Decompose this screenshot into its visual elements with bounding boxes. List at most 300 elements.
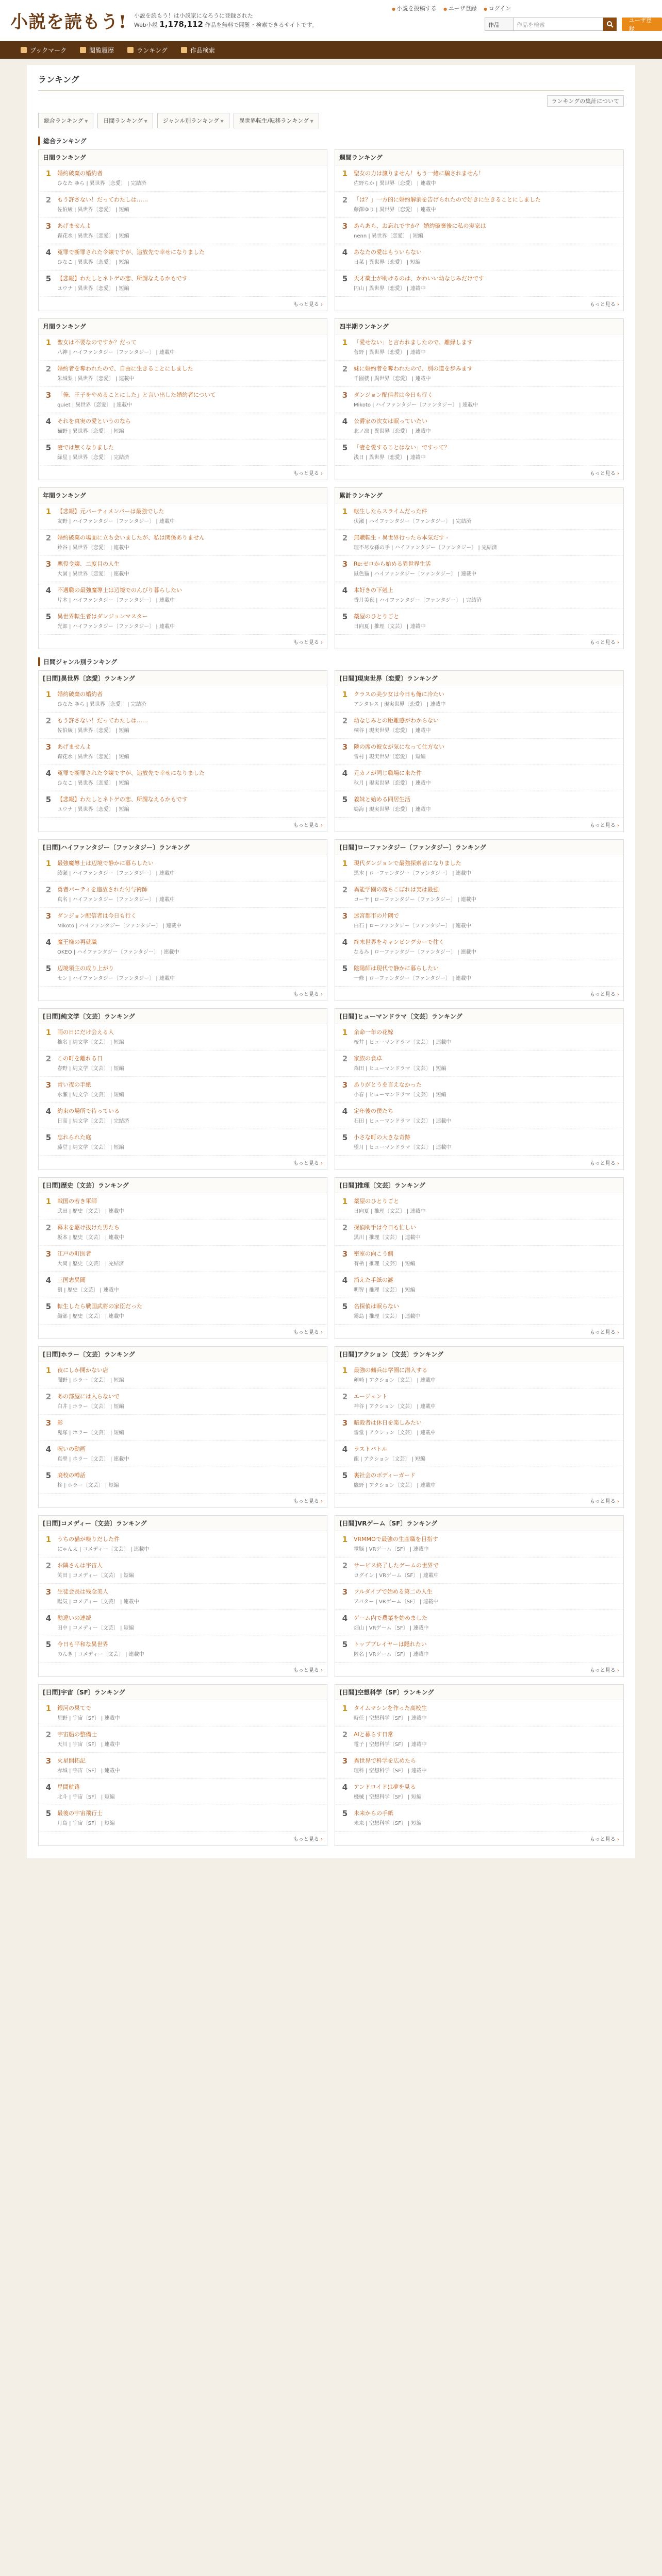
nav-history[interactable]: 閲覧履歴: [80, 46, 114, 55]
work-title-link[interactable]: 未来からの手紙: [354, 1810, 393, 1817]
ranking-box: [38, 1177, 327, 1339]
ranking-box: [335, 1177, 624, 1339]
work-title-link[interactable]: トッププレイヤーは隠れたい: [354, 1641, 427, 1648]
rank-number: 3: [342, 742, 348, 752]
work-title-link[interactable]: 「妻を愛することはない」ですって？: [354, 444, 450, 451]
ranking-item: [335, 556, 623, 582]
more-link[interactable]: もっと見る ›: [39, 1663, 327, 1676]
ranking-item: [335, 1024, 623, 1050]
work-meta: 北ノ凛 | 異世界〔恋愛〕 | 連載中: [354, 429, 431, 434]
ranking-item: [39, 1531, 327, 1557]
filter-daily[interactable]: 日間ランキング ▼: [97, 113, 153, 128]
rank-number: 2: [45, 364, 52, 374]
work-title-link[interactable]: 聖女は不要なのですか？だって: [57, 339, 137, 346]
filter-isekai[interactable]: 異世界転生/転移ランキング ▼: [234, 113, 319, 128]
search-type-select[interactable]: 作品: [485, 18, 514, 31]
rank-number: 1: [45, 507, 52, 516]
more-link[interactable]: もっと見る ›: [335, 987, 623, 1001]
ranking-item: [39, 1557, 327, 1584]
rank-number: 5: [342, 964, 348, 973]
work-title-link[interactable]: 婚約破棄の婚約者: [57, 170, 103, 177]
work-title-link[interactable]: 火星開拓記: [57, 1757, 86, 1764]
nav-search[interactable]: 作品検索: [181, 46, 215, 55]
work-meta: 黒木 | ローファンタジー〔ファンタジー〕 | 連載中: [354, 871, 471, 876]
work-title-link[interactable]: あの部屋には入らないで: [57, 1393, 120, 1400]
rank-number: 5: [45, 1471, 52, 1480]
work-meta: 浅日 | 異世界〔恋愛〕 | 連載中: [354, 455, 426, 461]
work-meta: 天川 | 宇宙〔SF〕 | 連載中: [57, 1742, 120, 1748]
work-meta: 鷹野 | アクション〔文芸〕 | 連載中: [354, 1483, 436, 1488]
ranking-box-title: [日間]純文学〔文芸〕ランキング: [39, 1009, 327, 1024]
work-meta: ひなこ | 異世界〔恋愛〕 | 短編: [57, 260, 129, 265]
work-title-link[interactable]: 妻では無くなりました: [57, 444, 114, 451]
more-link[interactable]: もっと見る ›: [335, 1325, 623, 1338]
work-meta: 友野 | ハイファンタジー〔ファンタジー〕 | 連載中: [57, 519, 175, 524]
work-meta: 朱城梨 | 異世界〔恋愛〕 | 連載中: [57, 376, 135, 382]
ranking-item: [39, 1050, 327, 1077]
rank-number: 4: [342, 1445, 348, 1454]
work-meta: 菅野 | 異世界〔恋愛〕 | 連載中: [354, 350, 426, 355]
work-title-link[interactable]: 名探偵は眠らない: [354, 1303, 399, 1310]
work-title-link[interactable]: 探偵助手は今日も忙しい: [354, 1224, 416, 1231]
section-heading: 日間ジャンル別ランキング: [38, 657, 624, 666]
work-title-link[interactable]: 天才薬士が助けるのは、かわいい幼なじみだけです: [354, 275, 484, 282]
more-link[interactable]: もっと見る ›: [39, 297, 327, 311]
ranking-item: [335, 387, 623, 413]
more-link[interactable]: もっと見る ›: [39, 987, 327, 1001]
ranking-item: [335, 334, 623, 361]
work-title-link[interactable]: 戦国の若き軍師: [57, 1198, 97, 1205]
work-title-link[interactable]: 辺境領主の成り上がり: [57, 965, 114, 972]
ranking-item: [335, 855, 623, 882]
ranking-item: [335, 1636, 623, 1663]
work-title-link[interactable]: エージェント: [354, 1393, 388, 1400]
work-title-link[interactable]: 婚約破棄の婚約者: [57, 691, 103, 698]
work-meta: 織部 | 歴史〔文芸〕 | 連載中: [57, 1314, 124, 1319]
rank-number: 2: [45, 1054, 52, 1063]
rank-number: 5: [45, 1133, 52, 1142]
ranking-item: [335, 1467, 623, 1494]
rank-number: 2: [45, 1561, 52, 1570]
top-link[interactable]: ● ユーザ登録: [443, 5, 477, 12]
rank-number: 5: [342, 1471, 348, 1480]
ranking-item: [39, 1779, 327, 1805]
work-meta: 森花水 | 異世界〔恋愛〕 | 短編: [57, 754, 129, 760]
work-title-link[interactable]: 勘違いの連続: [57, 1615, 91, 1621]
work-meta: 有栖 | 推理〔文芸〕 | 短編: [354, 1261, 416, 1267]
rank-number: 4: [45, 248, 52, 257]
work-meta: 藤堂 | 純文学〔文芸〕 | 短編: [57, 1145, 124, 1150]
ranking-box-title: [日間]ローファンタジー〔ファンタジー〕ランキング: [335, 840, 623, 855]
work-meta: 電脳 | VRゲーム〔SF〕 | 連載中: [354, 1547, 429, 1552]
rank-number: 1: [342, 338, 348, 347]
ranking-box-title: [日間]推理〔文芸〕ランキング: [335, 1178, 623, 1193]
ranking-item: [39, 1636, 327, 1663]
work-title-link[interactable]: 三国志異聞: [57, 1277, 86, 1283]
rank-number: 4: [45, 938, 52, 947]
more-link[interactable]: もっと見る ›: [39, 818, 327, 832]
work-title-link[interactable]: 転生したら戦国武将の家臣だった: [57, 1303, 142, 1310]
ranking-item: [39, 686, 327, 713]
rank-number: 1: [45, 169, 52, 178]
rank-number: 2: [45, 195, 52, 205]
work-title-link[interactable]: 公爵家の次女は眠っていたい: [354, 418, 427, 425]
work-meta: 春野 | 純文学〔文芸〕 | 短編: [57, 1066, 124, 1072]
rank-number: 3: [45, 560, 52, 569]
ranking-box: [38, 487, 327, 649]
ranking-item: [39, 1584, 327, 1610]
more-link[interactable]: もっと見る ›: [39, 1325, 327, 1338]
work-meta: 桐谷 | 現実世界〔恋愛〕 | 連載中: [354, 728, 431, 734]
work-title-link[interactable]: お隣さんは宇宙人: [57, 1562, 103, 1569]
work-title-link[interactable]: 勇者パーティを追放された付与術師: [57, 886, 148, 893]
work-title-link[interactable]: 星間航路: [57, 1784, 80, 1790]
rank-number: 2: [45, 716, 52, 725]
work-title-link[interactable]: 最強魔導士は辺境で静かに暮らしたい: [57, 860, 154, 867]
work-meta: 電子 | 空想科学〔SF〕 | 連載中: [354, 1742, 427, 1748]
ranking-item: [39, 739, 327, 765]
work-title-link[interactable]: 家族の食卓: [354, 1055, 382, 1062]
work-title-link[interactable]: 夜にしか開かない店: [57, 1367, 108, 1374]
rank-number: 1: [342, 1366, 348, 1375]
work-title-link[interactable]: 妹に婚約者を奪われたので、別の道を歩みます: [354, 365, 473, 372]
work-meta: 白石 | ローファンタジー〔ファンタジー〕 | 連載中: [354, 923, 471, 929]
ranking-box: [335, 1346, 624, 1508]
ranking-item: [335, 1298, 623, 1325]
site-header: [0, 0, 662, 41]
ranking-item: [335, 165, 623, 192]
rank-number: 3: [45, 222, 52, 231]
ranking-box-title: 週間ランキング: [335, 150, 623, 165]
rank-number: 3: [342, 391, 348, 400]
rank-number: 4: [45, 417, 52, 426]
work-meta: 龍 | アクション〔文芸〕 | 短編: [354, 1456, 425, 1462]
work-title-link[interactable]: 【悲報】わたしとネトゲの恋、所謂なえるかもです: [57, 275, 188, 282]
ranking-item: [39, 1753, 327, 1779]
top-link[interactable]: ● ログイン: [484, 5, 511, 12]
nav-bookmark[interactable]: ブックマーク: [21, 46, 67, 55]
work-meta: nenn | 異世界〔恋愛〕 | 短編: [354, 233, 423, 239]
work-meta: 日菜 | 異世界〔恋愛〕 | 短編: [354, 260, 421, 265]
work-title-link[interactable]: 影: [57, 1419, 63, 1426]
work-title-link[interactable]: あらあら、お忘れですか？ 婚約破棄後に私の実家は: [354, 223, 486, 229]
ranking-item: [39, 934, 327, 960]
rank-number: 3: [342, 1080, 348, 1090]
ranking-item: [39, 765, 327, 791]
work-title-link[interactable]: 異世界転生者はダンジョンマスター: [57, 613, 148, 620]
work-title-link[interactable]: 魔王様の再就職: [57, 939, 97, 945]
ranking-box-title: [日間]歴史〔文芸〕ランキング: [39, 1178, 327, 1193]
work-meta: ひなた ゆら | 異世界〔恋愛〕 | 完結済: [57, 702, 146, 707]
work-title-link[interactable]: 異能学園の落ちこぼれは実は最強: [354, 886, 439, 893]
work-title-link[interactable]: 銀河の果てで: [57, 1705, 91, 1711]
work-title-link[interactable]: 陰陽師は現代で静かに暮らしたい: [354, 965, 439, 972]
work-title-link[interactable]: 「は？」一方的に婚約解消を告げられたので好きに生きることにしました: [354, 196, 541, 203]
more-link[interactable]: もっと見る ›: [335, 297, 623, 311]
work-title-link[interactable]: 消えた手紙の謎: [354, 1277, 393, 1283]
rank-number: 4: [45, 1445, 52, 1454]
ranking-box: [335, 149, 624, 311]
work-title-link[interactable]: ありがとうを言えなかった: [354, 1081, 422, 1088]
ranking-item: [335, 1415, 623, 1441]
rank-number: 5: [45, 274, 52, 283]
work-title-link[interactable]: 隣の席の彼女が気になって仕方ない: [354, 743, 444, 750]
work-title-link[interactable]: サービス終了したゲームの世界で: [354, 1562, 439, 1569]
work-title-link[interactable]: 現代ダンジョンで最強探索者になりました: [354, 860, 461, 867]
work-title-link[interactable]: Re:ゼロから始める異世界生活: [354, 561, 431, 567]
ranking-box: [335, 839, 624, 1001]
ranking-box: [38, 670, 327, 832]
more-link[interactable]: もっと見る ›: [335, 466, 623, 480]
work-title-link[interactable]: 密室の向こう側: [354, 1250, 393, 1257]
work-title-link[interactable]: あなたの愛はもういらない: [354, 249, 422, 256]
work-title-link[interactable]: 江戸の町医者: [57, 1250, 91, 1257]
work-title-link[interactable]: 冤罪で断罪された令嬢ですが、追放先で幸せになりました: [57, 770, 205, 776]
ranking-box-title: [日間]ヒューマンドラマ〔文芸〕ランキング: [335, 1009, 623, 1024]
work-title-link[interactable]: ダンジョン配信者は今日も行く: [57, 912, 137, 919]
more-link[interactable]: もっと見る ›: [39, 1494, 327, 1507]
rank-number: 1: [342, 1197, 348, 1206]
rank-number: 2: [45, 1392, 52, 1401]
work-title-link[interactable]: AIと暮らす日常: [354, 1731, 393, 1738]
work-title-link[interactable]: 婚約者を奪われたので、自由に生きることにしました: [57, 365, 193, 372]
work-meta: 柊 | ホラー〔文芸〕 | 短編: [57, 1483, 119, 1488]
work-title-link[interactable]: 小さな町の大きな奇跡: [354, 1134, 410, 1141]
work-title-link[interactable]: 雨の日にだけ会える人: [57, 1029, 114, 1036]
ranking-item: [39, 1362, 327, 1388]
ranking-item: [335, 1050, 623, 1077]
more-link[interactable]: もっと見る ›: [335, 1156, 623, 1170]
ranking-item: [335, 582, 623, 608]
search-icon: [181, 47, 187, 53]
nav-ranking[interactable]: ランキング: [127, 46, 168, 55]
rank-number: 1: [45, 859, 52, 868]
work-meta: コーヤ | ローファンタジー〔ファンタジー〕 | 連載中: [354, 897, 476, 903]
work-title-link[interactable]: 薬屋のひとりごと: [354, 613, 399, 620]
ranking-item: [335, 1077, 623, 1103]
work-title-link[interactable]: 本好きの下剋上: [354, 587, 393, 594]
ranking-box: [38, 1346, 327, 1508]
rank-number: 4: [45, 1276, 52, 1285]
more-link[interactable]: もっと見る ›: [39, 635, 327, 649]
filter-genre[interactable]: ジャンル別ランキング ▼: [157, 113, 229, 128]
search-input[interactable]: 作品を検索: [514, 18, 603, 31]
work-title-link[interactable]: あげませんよ: [57, 223, 91, 229]
work-title-link[interactable]: タイムマシンを作った高校生: [354, 1705, 427, 1711]
work-meta: ユウナ | 異世界〔恋愛〕 | 短編: [57, 807, 129, 812]
work-meta: 星野 | 宇宙〔SF〕 | 連載中: [57, 1716, 120, 1721]
rank-number: 2: [342, 533, 348, 543]
rank-number: 2: [342, 716, 348, 725]
work-title-link[interactable]: 悪役令嬢、二度目の人生: [57, 561, 120, 567]
work-title-link[interactable]: 「愛せない」と言われましたので、離縁します: [354, 339, 473, 346]
work-meta: 神谷 | アクション〔文芸〕 | 連載中: [354, 1404, 436, 1410]
work-title-link[interactable]: 転生したらスライムだった件: [354, 508, 427, 515]
ranking-item: [39, 1272, 327, 1298]
work-title-link[interactable]: 終末世界をキャンピングカーで往く: [354, 939, 444, 945]
work-meta: OKEO | ハイファンタジー〔ファンタジー〕 | 連載中: [57, 950, 179, 955]
top-link[interactable]: ● 小説を投稿する: [392, 5, 437, 12]
work-title-link[interactable]: 暗殺者は休日を楽しみたい: [354, 1419, 422, 1426]
rank-number: 1: [45, 1366, 52, 1375]
work-title-link[interactable]: 無職転生 - 異世界行ったら本気だす -: [354, 534, 449, 541]
work-meta: 笑田 | コメディー〔文芸〕 | 短編: [57, 1573, 134, 1579]
ranking-item: [39, 1610, 327, 1636]
work-title-link[interactable]: この町を離れる日: [57, 1055, 103, 1062]
more-link[interactable]: もっと見る ›: [335, 1663, 623, 1676]
rank-number: 4: [342, 1783, 348, 1792]
work-title-link[interactable]: 冤罪で断罪された令嬢ですが、追放先で幸せになりました: [57, 249, 205, 256]
work-title-link[interactable]: クラスの美少女は今日も俺に冷たい: [354, 691, 444, 698]
work-title-link[interactable]: ラストバトル: [354, 1446, 388, 1452]
rank-number: 2: [342, 1392, 348, 1401]
work-title-link[interactable]: もう許さない！だってわたしは……: [57, 196, 148, 203]
work-meta: 日高 | 純文学〔文芸〕 | 完結済: [57, 1118, 129, 1124]
work-meta: 秋月 | 現実世界〔恋愛〕 | 連載中: [354, 781, 431, 786]
work-title-link[interactable]: 最強の傭兵は学園に潜入する: [354, 1367, 427, 1374]
ranking-box-title: [日間]空想科学〔SF〕ランキング: [335, 1685, 623, 1700]
work-title-link[interactable]: 【悲報】元パーティメンバーは最強でした: [57, 508, 164, 515]
work-title-link[interactable]: アンドロイドは夢を見る: [354, 1784, 416, 1790]
ranking-item: [335, 1610, 623, 1636]
rank-number: 3: [45, 391, 52, 400]
search-button[interactable]: [603, 18, 617, 31]
ranking-item: [335, 192, 623, 218]
more-link[interactable]: もっと見る ›: [39, 1832, 327, 1845]
ranking-box: [335, 487, 624, 649]
ranking-item: [39, 1129, 327, 1156]
rank-number: 2: [342, 885, 348, 894]
ranking-item: [39, 1246, 327, 1272]
work-title-link[interactable]: うちの猫が喋りだした件: [57, 1536, 120, 1543]
filter-overall[interactable]: 総合ランキング ▼: [38, 113, 93, 128]
work-title-link[interactable]: 元カノが同じ職場に来た件: [354, 770, 422, 776]
work-title-link[interactable]: 義妹と始める同居生活: [354, 796, 410, 803]
work-meta: 円山 | 異世界〔恋愛〕 | 連載中: [354, 286, 426, 292]
ranking-item: [335, 218, 623, 244]
work-title-link[interactable]: 迷宮都市の片隅で: [354, 912, 399, 919]
rank-number: 5: [45, 1302, 52, 1311]
work-title-link[interactable]: 廃校の噂話: [57, 1472, 86, 1479]
rank-number: 2: [45, 1223, 52, 1232]
work-meta: 鳴海 | 現実世界〔恋愛〕 | 連載中: [354, 807, 431, 812]
work-meta: 機械 | 空想科学〔SF〕 | 短編: [354, 1794, 422, 1800]
rank-number: 2: [45, 885, 52, 894]
work-title-link[interactable]: もう許さない！だってわたしは……: [57, 717, 148, 724]
work-title-link[interactable]: 異世界で科学を広めたら: [354, 1757, 416, 1764]
work-title-link[interactable]: ゲーム内で農業を始めました: [354, 1615, 427, 1621]
work-title-link[interactable]: VRMMOで最強の生産職を目指す: [354, 1536, 438, 1543]
work-meta: 桜井 | ヒューマンドラマ〔文芸〕 | 連載中: [354, 1040, 452, 1045]
work-title-link[interactable]: 定年後の僕たち: [354, 1108, 393, 1114]
work-title-link[interactable]: 約束の場所で待っている: [57, 1108, 120, 1114]
more-link[interactable]: もっと見る ›: [39, 1156, 327, 1170]
work-title-link[interactable]: 今日も平和な異世界: [57, 1641, 108, 1648]
work-meta: 鈴谷 | 異世界〔恋愛〕 | 連載中: [57, 545, 129, 551]
work-title-link[interactable]: 呪いの動画: [57, 1446, 86, 1452]
section-heading: 総合ランキング: [38, 137, 624, 145]
site-tagline: 小説を読もう！は小説家になろうに登録された Web小説 1,178,112 作品を無料で閲覧・検索できるサイトです。: [134, 12, 318, 29]
rank-number: 2: [342, 1730, 348, 1739]
ranking-item: [335, 1272, 623, 1298]
work-title-link[interactable]: 聖女の力は譲りません！もう一緒に騙されません！: [354, 170, 484, 177]
work-title-link[interactable]: 生徒会長は残念美人: [57, 1588, 108, 1595]
rank-number: 4: [45, 769, 52, 778]
work-title-link[interactable]: 裏社会のボディーガード: [354, 1472, 416, 1479]
work-meta: 田中 | コメディー〔文芸〕 | 短編: [57, 1625, 134, 1631]
ranking-item: [39, 503, 327, 530]
ranking-item: [335, 439, 623, 466]
ranking-item: [335, 1779, 623, 1805]
ranking-item: [335, 1388, 623, 1415]
ranking-box-title: 月間ランキング: [39, 319, 327, 334]
work-title-link[interactable]: 薬屋のひとりごと: [354, 1198, 399, 1205]
rank-number: 5: [342, 612, 348, 621]
rank-number: 3: [45, 1418, 52, 1428]
ranking-item: [335, 1531, 623, 1557]
work-title-link[interactable]: 忘れられた庭: [57, 1134, 91, 1141]
more-link[interactable]: もっと見る ›: [335, 1832, 623, 1845]
work-meta: 剣崎 | アクション〔文芸〕 | 連載中: [354, 1378, 436, 1383]
site-logo[interactable]: 小説を読もう!: [10, 12, 127, 32]
work-title-link[interactable]: あげませんよ: [57, 743, 91, 750]
ranking-item: [335, 1441, 623, 1467]
work-title-link[interactable]: 幼なじみとの距離感がわからない: [354, 717, 439, 724]
work-title-link[interactable]: それを真実の愛というのなら: [57, 418, 131, 425]
work-title-link[interactable]: 宇宙船の整備士: [57, 1731, 97, 1738]
more-link[interactable]: もっと見る ›: [335, 635, 623, 649]
rank-number: 4: [45, 1783, 52, 1792]
rank-number: 4: [342, 586, 348, 595]
ranking-item: [335, 1246, 623, 1272]
search-area: [485, 18, 662, 31]
work-meta: なるみ | ローファンタジー〔ファンタジー〕 | 連載中: [354, 950, 476, 955]
rank-number: 1: [342, 690, 348, 699]
work-title-link[interactable]: 余命一年の花嫁: [354, 1029, 393, 1036]
work-title-link[interactable]: 幕末を駆け抜けた男たち: [57, 1224, 120, 1231]
rank-number: 2: [45, 533, 52, 543]
more-link[interactable]: もっと見る ›: [335, 1494, 623, 1507]
work-title-link[interactable]: 婚約破棄の場面に立ち会いましたが、私は関係ありません: [57, 534, 205, 541]
work-title-link[interactable]: 青い夜の手紙: [57, 1081, 91, 1088]
work-meta: 坂本 | 歴史〔文芸〕 | 連載中: [57, 1235, 124, 1241]
work-title-link[interactable]: ダンジョン配信者は今日も行く: [354, 392, 433, 398]
ranking-info-link[interactable]: ランキングの集計について: [547, 95, 624, 107]
work-title-link[interactable]: 「俺、王子をやめることにした」と言い出した婚約者について: [57, 392, 216, 398]
work-title-link[interactable]: 最後の宇宙飛行士: [57, 1810, 103, 1817]
user-register-button[interactable]: ユーザ登録: [622, 18, 662, 31]
work-meta: 猫野 | 異世界〔恋愛〕 | 短編: [57, 429, 124, 434]
work-meta: 月島 | 宇宙〔SF〕 | 短編: [57, 1821, 115, 1826]
ranking-grid: [38, 670, 624, 1846]
work-title-link[interactable]: 不遇職の最強魔導士は辺境でのんびり暮らしたい: [57, 587, 182, 594]
ranking-box-title: 四半期ランキング: [335, 319, 623, 334]
ranking-item: [335, 1103, 623, 1129]
main-nav: [0, 41, 662, 59]
ranking-item: [39, 1441, 327, 1467]
work-title-link[interactable]: 【悲報】わたしとネトゲの恋、所謂なえるかもです: [57, 796, 188, 803]
top-links: [392, 4, 516, 12]
rank-number: 5: [45, 612, 52, 621]
ranking-item: [39, 439, 327, 466]
work-meta: 武田 | 歴史〔文芸〕 | 連載中: [57, 1209, 124, 1214]
more-link[interactable]: もっと見る ›: [335, 818, 623, 832]
work-title-link[interactable]: フルダイブで始める第二の人生: [354, 1588, 433, 1595]
more-link[interactable]: もっと見る ›: [39, 466, 327, 480]
rank-number: 4: [342, 417, 348, 426]
ranking-item: [39, 855, 327, 882]
work-meta: 森田 | ヒューマンドラマ〔文芸〕 | 短編: [354, 1066, 446, 1072]
